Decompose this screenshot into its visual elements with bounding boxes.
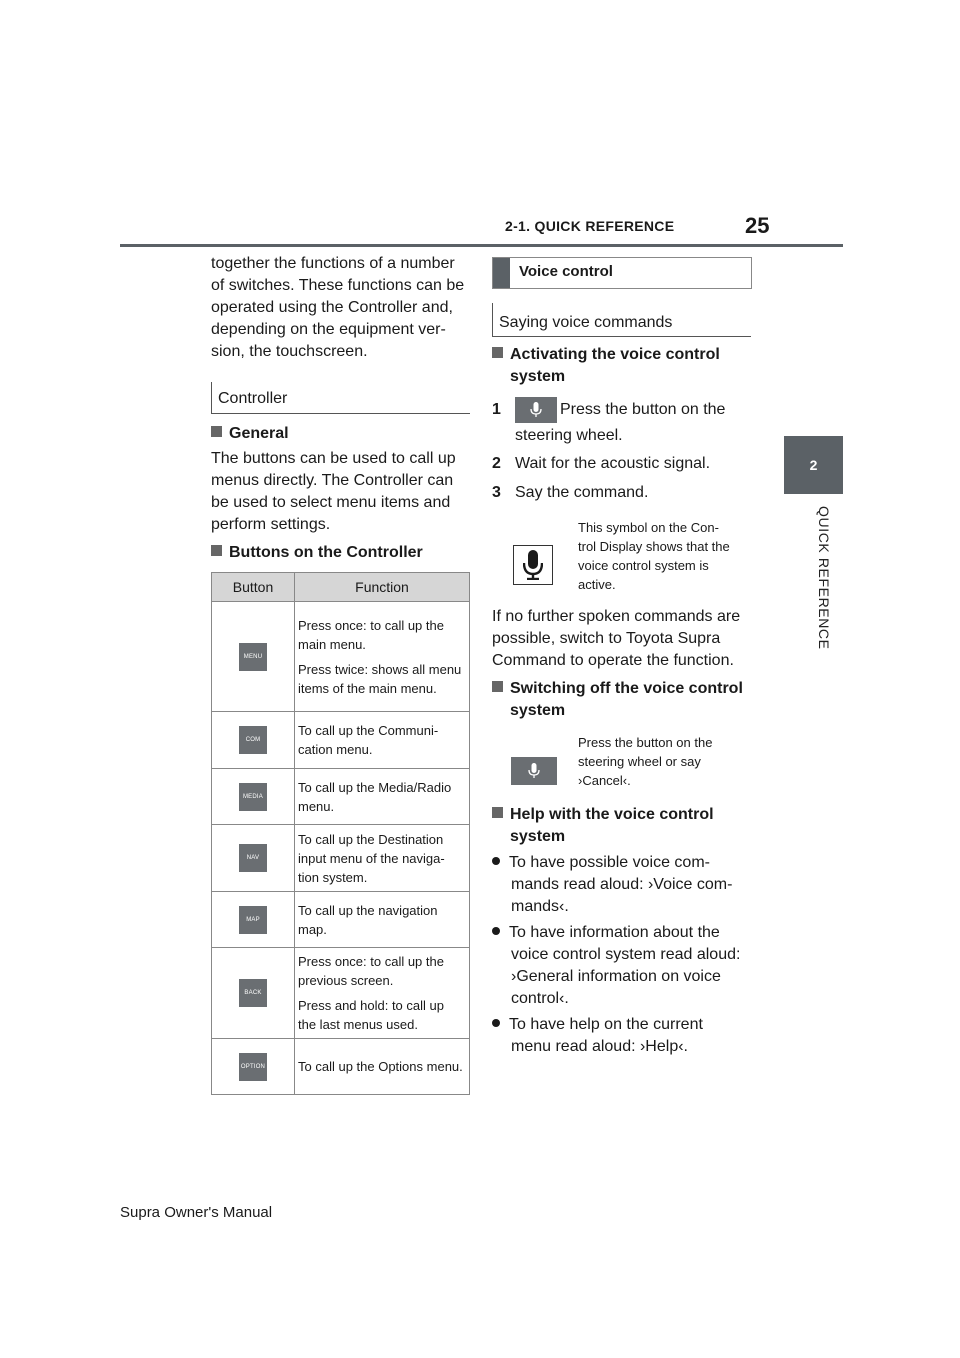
buttons-heading: Buttons on the Controller <box>211 542 423 564</box>
list-item: To have possible voice com- mands read aloud: ›Voice com- mands‹. <box>492 852 732 918</box>
intro-line: of switches. These functions can be <box>211 277 465 294</box>
function-text: To call up the navigation map. <box>298 902 438 937</box>
table-row <box>212 602 470 712</box>
chapter-tab <box>784 494 843 664</box>
option-button-icon: OPTION <box>239 1053 267 1081</box>
footer-text: Supra Owner's Manual <box>120 1204 273 1221</box>
table-row <box>212 769 470 825</box>
page-number: 25 <box>745 213 770 238</box>
general-heading: General <box>211 423 289 445</box>
header-rule <box>120 244 843 247</box>
intro-line: together the functions of a number <box>211 255 455 272</box>
controller-label: Controller <box>218 390 288 407</box>
bullet-dot-icon <box>492 927 500 935</box>
intro-line: depending on the equipment ver- <box>211 321 446 338</box>
saying-commands-label: Saying voice commands <box>499 314 673 331</box>
bullet-dot-icon <box>492 857 500 865</box>
step-1-continued: steering wheel. <box>515 427 623 444</box>
table-header-row <box>212 573 470 602</box>
function-text: Press and hold: to call up the last menus used. <box>298 998 444 1032</box>
controller-section-label <box>211 382 470 414</box>
symbol-note: This symbol on the Con- trol Display shows that the voice control system is active. <box>578 520 730 592</box>
table-row <box>212 825 470 892</box>
section-title: 2-1. QUICK REFERENCE <box>505 218 675 234</box>
saying-commands-label-box <box>492 303 751 337</box>
list-item: To have help on the current menu read aloud: ›Help‹. <box>492 1014 703 1058</box>
table-row <box>212 948 470 1039</box>
step-1: 1 Press the button on the <box>492 397 725 423</box>
map-button-icon: MAP <box>239 906 267 934</box>
com-button-icon: COM <box>239 726 267 754</box>
back-button-icon: BACK <box>239 979 267 1007</box>
step-3: 3 Say the command. <box>492 484 649 501</box>
voice-active-symbol-icon <box>513 545 553 585</box>
column-header-button: Button <box>212 573 295 602</box>
function-text: Press twice: shows all menu items of the main menu. <box>298 661 462 696</box>
voice-control-title-box <box>492 257 752 289</box>
switching-off-heading: Switching off the voice control system <box>492 678 743 722</box>
intro-line: operated using the Controller and, <box>211 299 453 316</box>
square-bullet-icon <box>492 347 503 358</box>
step-number: 1 <box>492 401 501 419</box>
square-bullet-icon <box>492 807 503 818</box>
voice-button-icon <box>515 397 557 423</box>
step-2: 2 Wait for the acoustic signal. <box>492 455 711 472</box>
function-text: To call up the Destination input menu of the naviga-tion system. <box>298 831 445 885</box>
intro-line: sion, the touchscreen. <box>211 343 368 360</box>
chapter-tab-label: QUICK REFERENCE <box>816 506 832 650</box>
table-row <box>212 892 470 948</box>
voice-button-icon <box>511 757 557 785</box>
nav-button-icon: NAV <box>239 844 267 872</box>
square-bullet-icon <box>492 681 503 692</box>
general-paragraph: The buttons can be used to call up menus directly. The Controller can be used to select menu items and perform settings. <box>211 450 456 533</box>
column-header-function: Function <box>295 573 470 602</box>
chapter-tab-number: 2 <box>784 436 843 494</box>
controller-buttons-table <box>211 572 470 1095</box>
further-commands-paragraph: If no further spoken commands are possible, switch to Toyota Supra Command to operate the function. <box>492 608 741 669</box>
square-bullet-icon <box>211 426 222 437</box>
list-item: To have information about the voice control system read aloud: ›General information on voice control‹. <box>492 922 740 1010</box>
function-text: Press once: to call up the main menu. <box>298 617 444 652</box>
activating-heading: Activating the voice control system <box>492 344 720 388</box>
function-text: To call up the Options menu. <box>298 1059 463 1074</box>
function-text: Press once: to call up the previous screen. <box>298 954 444 988</box>
media-button-icon: MEDIA <box>239 783 267 811</box>
menu-button-icon: MENU <box>239 643 267 671</box>
function-text: To call up the Communi-cation menu. <box>298 723 439 757</box>
table-row <box>212 712 470 769</box>
bullet-dot-icon <box>492 1019 500 1027</box>
function-text: To call up the Media/Radio menu. <box>298 779 452 814</box>
help-heading: Help with the voice control system <box>492 804 714 848</box>
intro-paragraph <box>211 253 473 363</box>
table-row <box>212 1039 470 1095</box>
voice-control-title: Voice control <box>519 263 613 280</box>
square-bullet-icon <box>211 545 222 556</box>
title-marker <box>493 258 510 288</box>
cancel-note: Press the button on the steering wheel or say ›Cancel‹. <box>578 735 713 788</box>
